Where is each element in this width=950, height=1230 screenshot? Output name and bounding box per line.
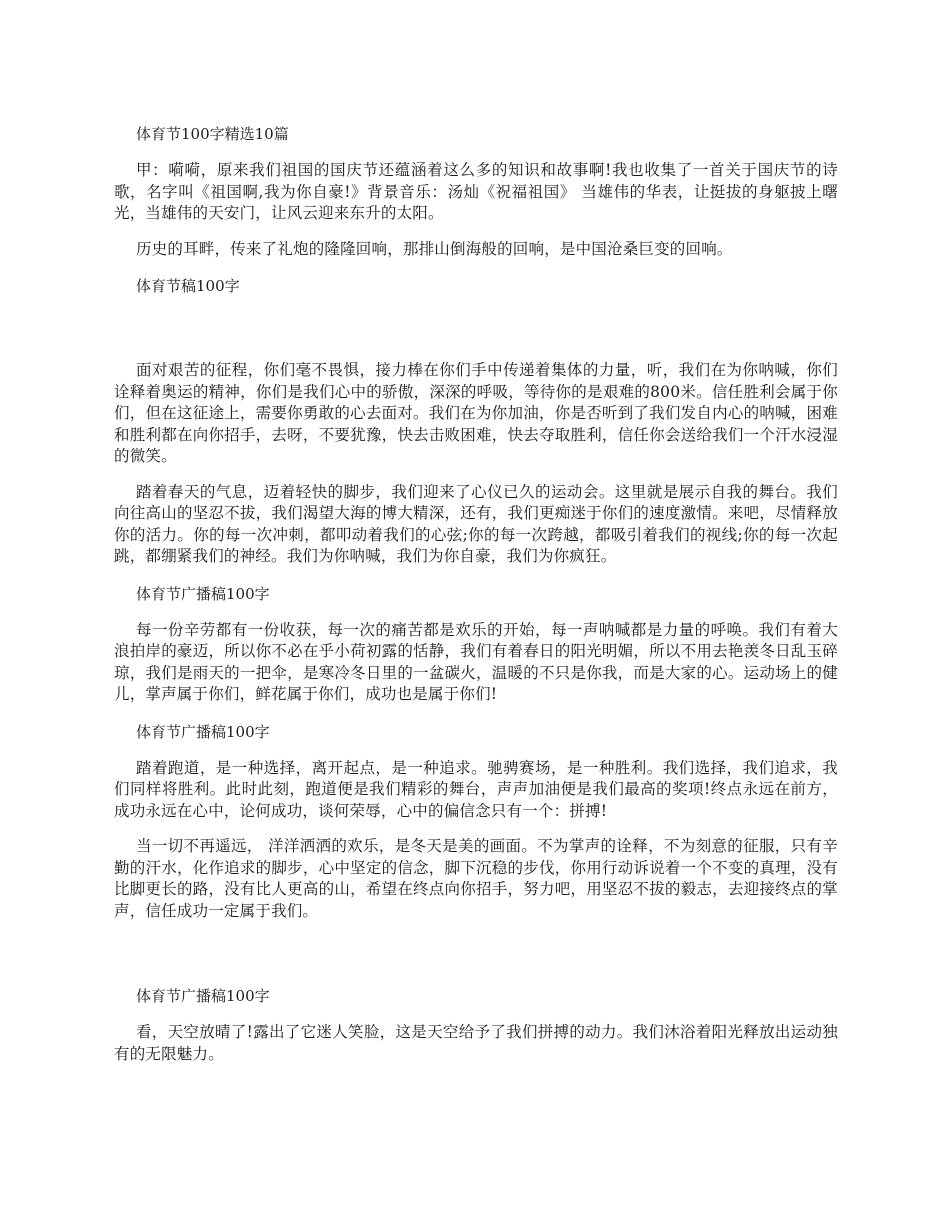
paragraph: 踏着春天的气息，迈着轻快的脚步，我们迎来了心仪已久的运动会。这里就是展示自我的舞台。我们向往高山的坚忍不拔，我们渴望大海的博大精深，还有，我们更痴迷于你们的速度激情。来吧，尽情释放你的活力。你的每一次冲刺，都叩动着我们的心弦;你的每一次跨越，都吸引着我们的视线;你的每一次起跳，都绷紧我们的神经。我们为你呐喊，我们为你自豪，我们为你疯狂。 bbox=[114, 482, 838, 565]
paragraph: 甲：嗬嗬，原来我们祖国的国庆节还蕴涵着这么多的知识和故事啊!我也收集了一首关于国庆节的诗歌，名字叫《祖国啊,我为你自豪!》背景音乐：汤灿《祝福祖国》 当雄伟的华表，让挺拔的身躯披上曙光，当雄伟的天安门，让风云迎来东升的太阳。 bbox=[114, 161, 838, 222]
paragraph: 当一切不再遥远， 洋洋洒洒的欢乐，是冬天是美的画面。不为掌声的诠释，不为刻意的征服，只有辛勤的汗水，化作追求的脚步，心中坚定的信念，脚下沉稳的步伐，你用行动诉说着一个不变的真理，没有比脚更长的路，没有比人更高的山，希望在终点向你招手，努力吧，用坚忍不拔的毅志，去迎接终点的掌声，信任成功一定属于我们。 bbox=[114, 837, 838, 920]
section-heading: 体育节广播稿100字 bbox=[136, 584, 270, 603]
paragraph: 每一份辛劳都有一份收获，每一次的痛苦都是欢乐的开始，每一声呐喊都是力量的呼唤。我们有着大浪拍岸的豪迈，所以你不必在乎小荷初露的恬静，我们有着春日的阳光明媚，所以不用去艳羡冬日乱玉碎琼，我们是雨天的一把伞，是寒冷冬日里的一盆碳火，温暖的不只是你我，而是大家的心。运动场上的健儿，掌声属于你们，鲜花属于你们，成功也是属于你们! bbox=[114, 620, 838, 703]
paragraph: 历史的耳畔，传来了礼炮的隆隆回响，那排山倒海般的回响，是中国沧桑巨变的回响。 bbox=[136, 239, 733, 258]
section-heading: 体育节100字精选10篇 bbox=[136, 125, 289, 143]
paragraph: 面对艰苦的征程，你们毫不畏惧，接力棒在你们手中传递着集体的力量，听，我们在为你呐喊，你们诠释着奥运的精神，你们是我们心中的骄傲，深深的呼吸，等待你的是艰难的800米。信任胜利会属于你们，但在这征途上，需要你勇敢的心去面对。我们在为你加油，你是否听到了我们发自内心的呐喊，困难和胜利都在向你招手，去呀，不要犹豫，快去击败困难，快去夺取胜利，信任你会送给我们一个汗水浸湿的微笑。 bbox=[114, 361, 838, 465]
section-heading: 体育节广播稿100字 bbox=[136, 722, 270, 741]
section-heading: 体育节稿100字 bbox=[136, 277, 240, 295]
paragraph: 踏着跑道，是一种选择，离开起点，是一种追求。驰骋赛场，是一种胜利。我们选择，我们追求，我们同样将胜利。此时此刻，跑道便是我们精彩的舞台，声声加油便是我们最高的奖项!终点永远在前方，成功永远在心中，论何成功，谈何荣辱，心中的偏信念只有一个：拼搏! bbox=[114, 758, 838, 820]
section-heading: 体育节广播稿100字 bbox=[136, 987, 270, 1005]
document-page bbox=[114, 122, 838, 1065]
paragraph: 看，天空放晴了!露出了它迷人笑脸，这是天空给予了我们拼搏的动力。我们沐浴着阳光释放出运动独有的无限魅力。 bbox=[114, 1023, 838, 1063]
